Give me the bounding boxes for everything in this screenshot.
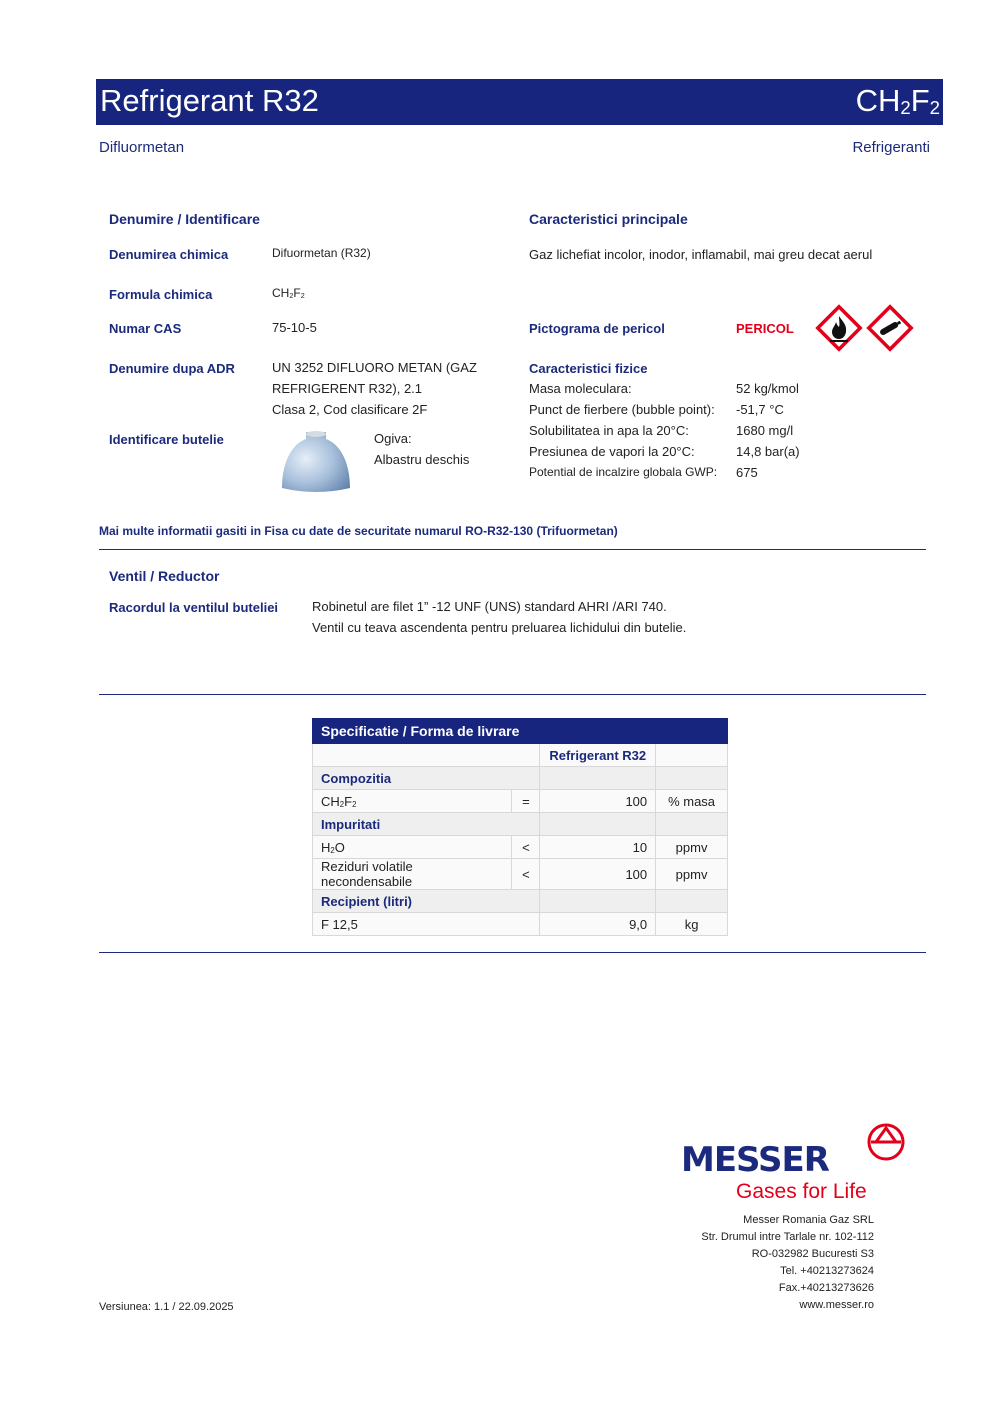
cylinder-shoulder-icon: [280, 430, 352, 499]
spec-value: 100: [540, 859, 656, 890]
physical-value: 1680 mg/l: [736, 423, 794, 438]
physical-label: Presiunea de vapori la 20°C:: [529, 444, 695, 459]
spec-value: 9,0: [540, 913, 656, 936]
spec-unit: ppmv: [656, 859, 728, 890]
flame-icon: [814, 303, 864, 358]
spec-operator: <: [512, 836, 540, 859]
spec-unit: % masa: [656, 790, 728, 813]
title-banner: [96, 79, 943, 125]
product-formula: $CH_2F_2$: [855, 83, 940, 118]
chemical-name-value: Difuormetan (R32): [272, 246, 371, 260]
pictogram-signal-word: PERICOL: [736, 321, 794, 336]
spec-table-title: Specificatie / Forma de livrare: [313, 719, 728, 744]
more-info-note: Mai multe informatii gasiti in Fisa cu date de securitate numarul RO-R32-130 (Trifuormetan): [99, 524, 618, 538]
cylinder-value: Ogiva: Albastru deschis: [374, 431, 470, 467]
physical-value: 675: [736, 465, 758, 480]
spec-section-container: Recipient (litri): [313, 890, 540, 913]
spec-value: 10: [540, 836, 656, 859]
divider: [99, 694, 926, 695]
messer-logo-icon: [864, 1121, 908, 1172]
specification-table: [312, 718, 728, 936]
divider: [99, 549, 926, 550]
spec-operator: <: [512, 859, 540, 890]
gas-cylinder-icon: [865, 303, 915, 358]
table-row: [313, 790, 728, 813]
cas-label: Numar CAS: [109, 321, 182, 336]
cas-value: 75-10-5: [272, 320, 317, 335]
spec-section-impurities: Impuritati: [313, 813, 540, 836]
spec-unit: ppmv: [656, 836, 728, 859]
spec-product-column: Refrigerant R32: [540, 744, 656, 767]
physical-heading: Caracteristici fizice: [529, 361, 648, 376]
spec-item-name: $CH_2F_2$: [313, 790, 512, 813]
spec-item-name: $H_2O$: [313, 836, 512, 859]
physical-label: Potential de incalzire globala GWP:: [529, 465, 718, 479]
pictogram-label: Pictograma de pericol: [529, 321, 665, 336]
spec-operator: =: [512, 790, 540, 813]
main-description: Gaz lichefiat incolor, inodor, inflamabil, mai greu decat aerul: [529, 247, 873, 262]
physical-label: Solubilitatea in apa la 20°C:: [529, 423, 689, 438]
spec-value: 100: [540, 790, 656, 813]
physical-labels: [529, 378, 717, 483]
identification-heading: Denumire / Identificare: [109, 211, 260, 227]
adr-value: UN 3252 DIFLUORO METAN (GAZ REFRIGERENT R32), 2.1 Clasa 2, Cod clasificare 2F: [272, 360, 477, 417]
physical-values: [736, 378, 800, 483]
physical-label: Punct de fierbere (bubble point):: [529, 402, 715, 417]
table-row: [313, 859, 728, 890]
physical-value: 52 kg/kmol: [736, 381, 799, 396]
product-subtitle: Difluormetan: [99, 139, 185, 156]
spec-unit: kg: [656, 913, 728, 936]
divider: [99, 952, 926, 953]
product-title: Refrigerant R32: [100, 83, 319, 118]
physical-label: Masa moleculara:: [529, 381, 632, 396]
messer-tagline: Gases for Life: [736, 1180, 867, 1203]
physical-value: 14,8 bar(a): [736, 444, 800, 459]
valve-label: Racordul la ventilul buteliei: [109, 600, 279, 615]
website-link[interactable]: www.messer.ro: [799, 1299, 874, 1311]
table-row: [313, 913, 728, 936]
spec-item-name: F 12,5: [313, 913, 540, 936]
spec-item-name: Reziduri volatile necondensabile: [313, 859, 512, 890]
adr-label: Denumire dupa ADR: [109, 361, 235, 376]
cylinder-label: Identificare butelie: [109, 432, 224, 447]
formula-label: Formula chimica: [109, 287, 213, 302]
company-address: Messer Romania Gaz SRL Str. Drumul intre Tarlale nr. 102-112 RO-032982 Bucuresti S3 Tel. +40213273624 Fax.+40213273626 www.messer.ro: [701, 1212, 874, 1314]
main-characteristics-heading: Caracteristici principale: [529, 211, 688, 227]
chemical-name-label: Denumirea chimica: [109, 247, 229, 262]
messer-logo-text: MESSER: [681, 1140, 829, 1180]
product-category: Refrigeranti: [852, 139, 930, 156]
valve-description: Robinetul are filet 1” -12 UNF (UNS) standard AHRI /ARI 740. Ventil cu teava ascendenta pentru preluarea lichidului din butelie.: [312, 599, 687, 635]
physical-value: -51,7 °C: [736, 402, 784, 417]
formula-value: $CH_2F_2$: [272, 286, 305, 301]
valve-heading: Ventil / Reductor: [109, 568, 220, 584]
document-version: Versiunea: 1.1 / 22.09.2025: [99, 1301, 234, 1313]
table-row: [313, 836, 728, 859]
spec-section-composition: Compozitia: [313, 767, 540, 790]
